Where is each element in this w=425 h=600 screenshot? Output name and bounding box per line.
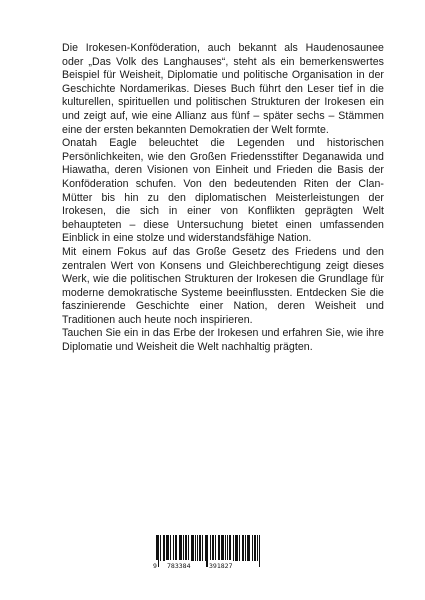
blurb-paragraph-3: Mit einem Fokus auf das Große Gesetz des Friedens und den zentralen Wert von Konsens und Gleichberechtigung zeigt dieses Werk, wie die politischen Strukturen der Irokesen die Grundlage für moderne demokratische Systeme beeinflussten. Entdecken Sie die faszinierende Geschichte einer Nation, deren Weisheit und Traditionen auch heute noch inspirieren. [62, 245, 384, 326]
barcode-bar [181, 535, 182, 561]
barcode-bar [254, 535, 255, 561]
barcode-bar [179, 535, 180, 561]
barcode-bar [233, 535, 234, 561]
barcode-bar [202, 535, 203, 561]
barcode-bar [221, 535, 222, 561]
barcode-bar [249, 535, 250, 561]
barcode-bar [166, 535, 167, 561]
barcode-bar [235, 535, 236, 561]
barcode-bar [205, 535, 206, 561]
barcode-bar [243, 535, 244, 561]
barcode-bar [176, 535, 177, 561]
barcode-bar [213, 535, 214, 561]
barcode-bar [164, 535, 165, 561]
barcode-left-group: 783384 [167, 562, 191, 570]
barcode-bar [227, 535, 228, 561]
barcode-bar [239, 535, 240, 561]
barcode-bar [192, 535, 193, 561]
barcode-bar [242, 535, 243, 561]
barcode-bar [185, 535, 186, 561]
barcode-bar [173, 535, 174, 561]
barcode-bar [248, 535, 249, 561]
barcode-bar [252, 535, 253, 561]
barcode-bar [167, 535, 168, 561]
isbn-barcode [152, 535, 260, 573]
barcode-bar [257, 535, 258, 561]
barcode-lead-digit: 9 [153, 562, 157, 570]
barcode-bar [236, 535, 237, 561]
blurb-text [62, 42, 384, 355]
blurb-paragraph-4: Tauchen Sie ein in das Erbe der Irokesen und erfahren Sie, wie ihre Diplomatie und Weisheit die Welt nachhaltig prägten. [62, 327, 384, 354]
barcode-bar [218, 535, 219, 561]
barcode-bar [219, 535, 220, 561]
barcode-bar [175, 535, 176, 561]
barcode-bar [255, 535, 256, 561]
barcode-bar [188, 535, 189, 561]
barcode-digits [152, 560, 260, 572]
barcode-bar [223, 535, 224, 561]
barcode-bar [197, 535, 198, 561]
barcode-right-group: 391827 [209, 562, 233, 570]
barcode-bar [212, 535, 213, 561]
blurb-paragraph-1: Die Irokesen-Konföderation, auch bekannt als Haudenosaunee oder „Das Volk des Langhauses“, steht als ein bemerkenswertes Beispiel für Weisheit, Diplomatie und politische Organisation in der Geschichte Nordamerikas. Dieses Buch führt den Leser tief in die kulturellen, spirituellen und politischen Strukturen der Irokesen ein und zeigt auf, wie eine Allianz aus fünf – später sechs – Stämmen eine der ersten bekannten Demokratien der Welt formte. [62, 42, 384, 136]
barcode-bar [168, 535, 169, 561]
barcode-bar [186, 535, 187, 561]
barcode-bar [237, 535, 238, 561]
barcode-bar [225, 535, 226, 561]
barcode-bar [199, 535, 200, 561]
barcode-bar [195, 535, 196, 561]
barcode-bar [229, 535, 230, 561]
barcode-bar [200, 535, 201, 561]
barcode-bar [230, 535, 231, 561]
barcode-bar [160, 535, 161, 561]
barcode-bar [163, 535, 164, 561]
barcode-bar [247, 535, 248, 561]
barcode-bar [245, 535, 246, 561]
barcode-bar [170, 535, 171, 561]
blurb-paragraph-2: Onatah Eagle beleuchtet die Legenden und historischen Persönlichkeiten, wie den Großen Friedensstifter Deganawida und Hiawatha, deren Visionen von Einheit und Frieden die Basis der Konföderation schufen. Von den bedeutenden Riten der Clan-Mütter bis hin zu den diplomatischen Meisterleistungen der Irokesen, die sich in einer von Konflikten geprägten Welt behaupteten – diese Untersuchung bietet einen umfassenden Einblick in eine stolze und widerstandsfähige Nation. [62, 137, 384, 245]
barcode-bar [180, 535, 181, 561]
barcode-bar [183, 535, 184, 561]
barcode-bar [215, 535, 216, 561]
barcode-bar [193, 535, 194, 561]
barcode-bar [191, 535, 192, 561]
barcode-bar [222, 535, 223, 561]
